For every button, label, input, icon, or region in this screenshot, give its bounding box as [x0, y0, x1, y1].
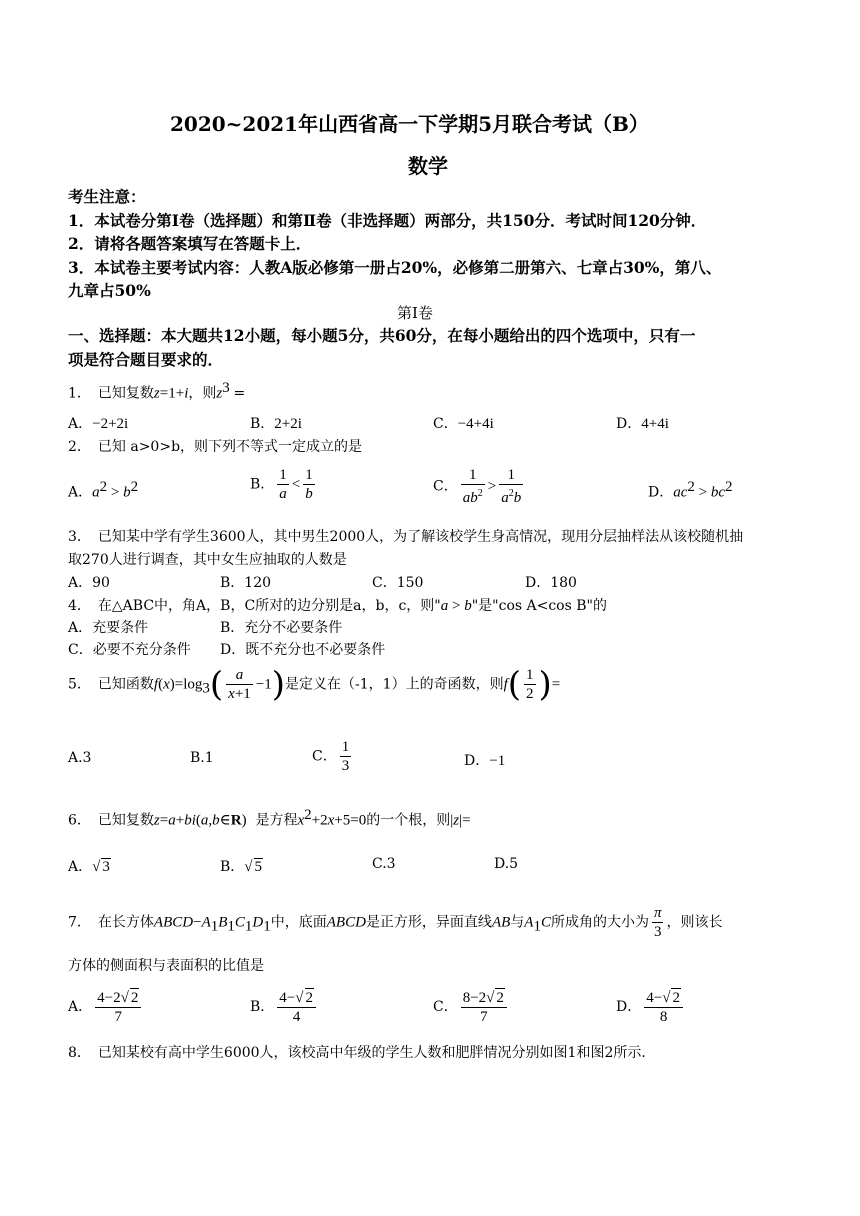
q6-option-b: B．√ 5: [220, 859, 263, 875]
q7-option-a: A． $\frac{4-2√ 2}{7}$: [68, 988, 144, 1026]
notice-item-3: 3．本试卷主要考试内容：人教A版必修第一册占20%，必修第二册第六、七章占30%，第八、: [68, 258, 722, 277]
volume-label: 第Ⅰ卷: [397, 304, 433, 322]
question-1: 1． 已知复数z=1+i，则$z^3$ =: [68, 380, 246, 402]
q1-option-d: D．4+4i: [616, 416, 669, 432]
question-7-cont: 方体的侧面积与表面积的比值是: [68, 958, 264, 974]
q3-option-d: D．180: [525, 575, 577, 591]
q6-option-a: A．√ 3: [68, 859, 110, 875]
question-2: 2． 已知 a>0>b，则下列不等式一定成立的是: [68, 439, 363, 455]
q7-option-c: C． $\frac{8-2√ 2}{7}$: [433, 988, 510, 1026]
q2-option-d: D．$ac^2 > bc^2$: [648, 479, 733, 501]
q4-option-b: B．充分不必要条件: [220, 620, 343, 636]
exam-title: 2020~2021年山西省高一下学期5月联合考试（B）: [170, 112, 649, 136]
q1-option-a: A．−2+2i: [68, 416, 129, 432]
question-3-cont: 取270人进行调查，其中女生应抽取的人数是: [68, 552, 347, 568]
question-6: 6． 已知复数z=a+bi(a,b∈R) 是方程$x^2+2x+5=0$的一个根，则|z|=: [68, 807, 471, 829]
q4-option-a: A．充要条件: [68, 620, 149, 636]
section-heading-cont: 项是符合题目要求的．: [68, 350, 224, 369]
q5-option-c: C． $\frac{1}{3}$: [312, 739, 350, 774]
q3-option-c: C．150: [372, 575, 424, 591]
question-3: 3． 已知某中学有学生3600人，其中男生2000人，为了解该校学生身高情况，现用分层抽样法从该校随机抽: [68, 529, 744, 545]
q7-option-d: D． $\frac{4-√ 2}{8}$: [616, 988, 686, 1026]
q2-option-a: A．$a^2 > b^2$: [68, 479, 139, 501]
q2-option-b: B． $\frac{1}{a}$ < $\frac{1}{b}$: [250, 467, 313, 502]
q5-option-d: D．−1: [464, 753, 506, 769]
question-5: 5． 已知函数$f(x)=\log_3$( $\frac{a}{x+1}$ −1)是定义在（-1，1）上的奇函数，则f( $\frac{1}{2}$ )=: [68, 664, 561, 705]
section-heading: 一、选择题：本大题共12小题，每小题5分，共60分，在每小题给出的四个选项中，只有一: [68, 326, 696, 345]
q5-option-b: B.1: [190, 750, 214, 766]
q7-option-b: B． $\frac{4-√ 2}{4}$: [250, 988, 319, 1026]
q6-option-c: C.3: [372, 856, 396, 872]
q3-option-a: A．90: [68, 575, 110, 591]
question-7: 7． 在长方体$ABCD-A_1B_1C_1D_1$中，底面ABCD是正方形，异面直线AB与$A_1C$所成角的大小为 $\frac{\pi}{3}$ ，则该长: [68, 905, 723, 940]
q5-option-a: A.3: [68, 750, 92, 766]
question-8: 8． 已知某校有高中学生6000人，该校高中年级的学生人数和肥胖情况分别如图1和图2所示．: [68, 1045, 656, 1061]
q4-option-c: C．必要不充分条件: [68, 642, 191, 658]
question-4: 4． 在△ABC中，角A，B，C所对的边分别是a，b，c，则"a > b"是"cos A<cos B"的: [68, 598, 607, 614]
notice-item-2: 2．请将各题答案填写在答题卡上．: [68, 234, 312, 253]
q1-option-c: C．−4+4i: [433, 416, 494, 432]
q3-option-b: B．120: [220, 575, 272, 591]
notice-item-3-cont: 九章占50%: [68, 281, 151, 300]
subject-title: 数学: [408, 154, 448, 178]
q2-option-c: C． $\frac{1}{ab^2}$ > $\frac{1}{a^2b}$: [433, 467, 522, 506]
q1-option-b: B．2+2i: [250, 416, 302, 432]
q4-option-d: D．既不充分也不必要条件: [220, 642, 386, 658]
q6-option-d: D.5: [494, 856, 519, 872]
notice-item-1: 1．本试卷分第Ⅰ卷（选择题）和第Ⅱ卷（非选择题）两部分，共150分．考试时间120分钟．: [68, 211, 707, 230]
notice-heading: 考生注意：: [68, 187, 146, 206]
